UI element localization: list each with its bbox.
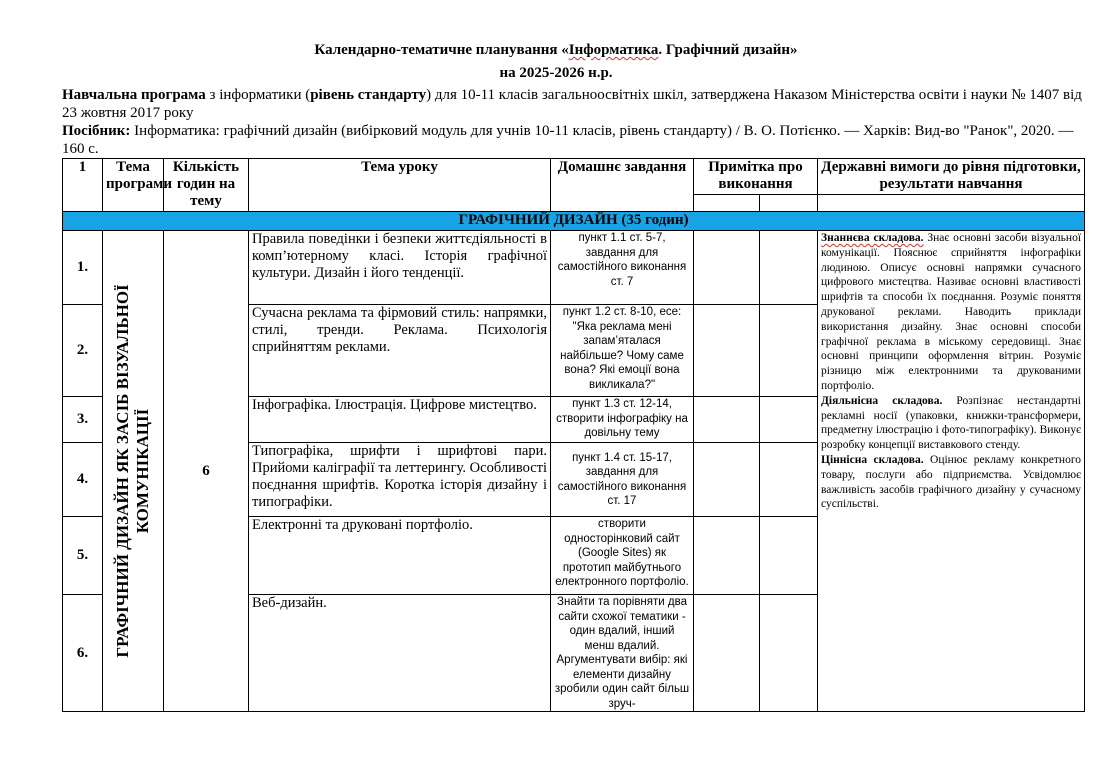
program-paragraph: Навчальна програма з інформатики (рівень стандарту) для 10-11 класів загальноосвітніх шкіл, затверджена Наказом Міністерства освіти і науки № 1407 від 23 жовтня 2017 року	[62, 87, 1082, 121]
program-topic-cell	[103, 231, 164, 712]
homework: створити односторінковий сайт (Google Sites) як прототип майбутнього електронного портфоліо.	[551, 517, 694, 595]
header-requirements-sub	[818, 195, 1085, 212]
header-note: Примітка про виконання	[694, 159, 818, 195]
table-row	[63, 231, 1085, 305]
hours-cell: 6	[164, 231, 249, 712]
program-topic-text: ГРАФІЧНИЙ ДИЗАЙН ЯК ЗАСІБ ВІЗУАЛЬНОЇ КОМУНІКАЦІЇ	[113, 284, 152, 658]
row-number: 4.	[63, 443, 103, 517]
homework: пункт 1.4 ст. 15-17, завдання для самостійного виконання ст. 17	[551, 443, 694, 517]
row-number: 1.	[63, 231, 103, 305]
note-cell	[694, 595, 760, 712]
row-number: 6.	[63, 595, 103, 712]
plan-table	[62, 158, 1085, 712]
note-cell	[760, 595, 818, 712]
page-subtitle: на 2025-2026 н.р.	[499, 65, 613, 81]
homework: пункт 1.2 ст. 8-10, есе: "Яка реклама мені запам’яталася найбільше? Чому саме вона? Які емоції вона викликала?"	[551, 305, 694, 397]
note-cell	[760, 305, 818, 397]
header-homework: Домашнє завдання	[551, 159, 694, 212]
note-cell	[760, 517, 818, 595]
note-cell	[760, 443, 818, 517]
row-number: 2.	[63, 305, 103, 397]
lesson-topic: Сучасна реклама та фірмовий стиль: напрямки, стилі, тренди. Реклама. Психологія сприйняттям реклами.	[249, 305, 551, 397]
requirements-cell: Знаннєва складова. Знає основні засоби візуальної комунікації. Пояснює сприйняття інфографіки людиною. Описує основні напрямки сучасного цифрового мистецтва. Називає основні властивості шрифтів та способи їх поєднання. Розуміє поняття друкованої реклами. Наводить приклади використання дизайну. Знає основні способи графічної реклама в міському середовищі. Знає основні принципи оформлення вітрин. Розуміє різницю між електронними та друкованими портфоліо. Діяльнісна складова. Розпізнає нестандартні рекламні носії (упаковки, книжки-трансформери, предметну ілюстрацію і фото-типографіку). Виконує розробку концепції виставкового стенду. Ціннісна складова. Оцінює рекламу конкретного товару, послуги або підприємства. Усвідомлює важливість засобів графічного дизайну у сучасному суспільстві.	[818, 231, 1085, 712]
lesson-topic: Електронні та друковані портфоліо.	[249, 517, 551, 595]
lesson-topic: Правила поведінки і безпеки життєдіяльності в комп’ютерному класі. Історія графічної культури. Дизайн і його тенденції.	[249, 231, 551, 305]
row-number: 5.	[63, 517, 103, 595]
note-cell	[694, 305, 760, 397]
page-title: Календарно-тематичне планування «Інформатика. Графічний дизайн»	[314, 42, 798, 58]
manual-paragraph: Посібник: Інформатика: графічний дизайн (вибірковий модуль для учнів 10-11 класів, рівень стандарту) / В. О. Потієнко. — Харків: Вид-во "Ранок", 2020. — 160 с.	[62, 123, 1074, 157]
header-num: 1	[63, 159, 103, 212]
header-program-topic: Тема програми	[103, 159, 164, 212]
header-note-sub-2	[760, 195, 818, 212]
header-hours: Кількість годин на тему	[164, 159, 249, 212]
header-requirements: Державні вимоги до рівня підготовки, результати навчання	[818, 159, 1085, 195]
section-title: ГРАФІЧНИЙ ДИЗАЙН (35 годин)	[63, 212, 1085, 231]
lesson-topic: Інфографіка. Ілюстрація. Цифрове мистецтво.	[249, 397, 551, 443]
homework: пункт 1.1 ст. 5-7, завдання для самостійного виконання ст. 7	[551, 231, 694, 305]
note-cell	[760, 231, 818, 305]
note-cell	[694, 231, 760, 305]
homework: пункт 1.3 ст. 12-14, створити інфографіку на довільну тему	[551, 397, 694, 443]
row-number: 3.	[63, 397, 103, 443]
lesson-topic: Веб-дизайн.	[249, 595, 551, 712]
note-cell	[760, 397, 818, 443]
note-cell	[694, 397, 760, 443]
header-note-sub-1	[694, 195, 760, 212]
homework: Знайти та порівняти два сайти схожої тематики - один вдалий, інший менш вдалий. Аргументувати вибір: які елементи дизайну зробили один сайт більш зруч-	[551, 595, 694, 712]
note-cell	[694, 517, 760, 595]
lesson-topic: Типографіка, шрифти і шрифтові пари. Прийоми каліграфії та леттерингу. Особливості поєднання шрифтів. Коротка історія дизайну і типографіки.	[249, 443, 551, 517]
header-lesson-topic: Тема уроку	[249, 159, 551, 212]
note-cell	[694, 443, 760, 517]
